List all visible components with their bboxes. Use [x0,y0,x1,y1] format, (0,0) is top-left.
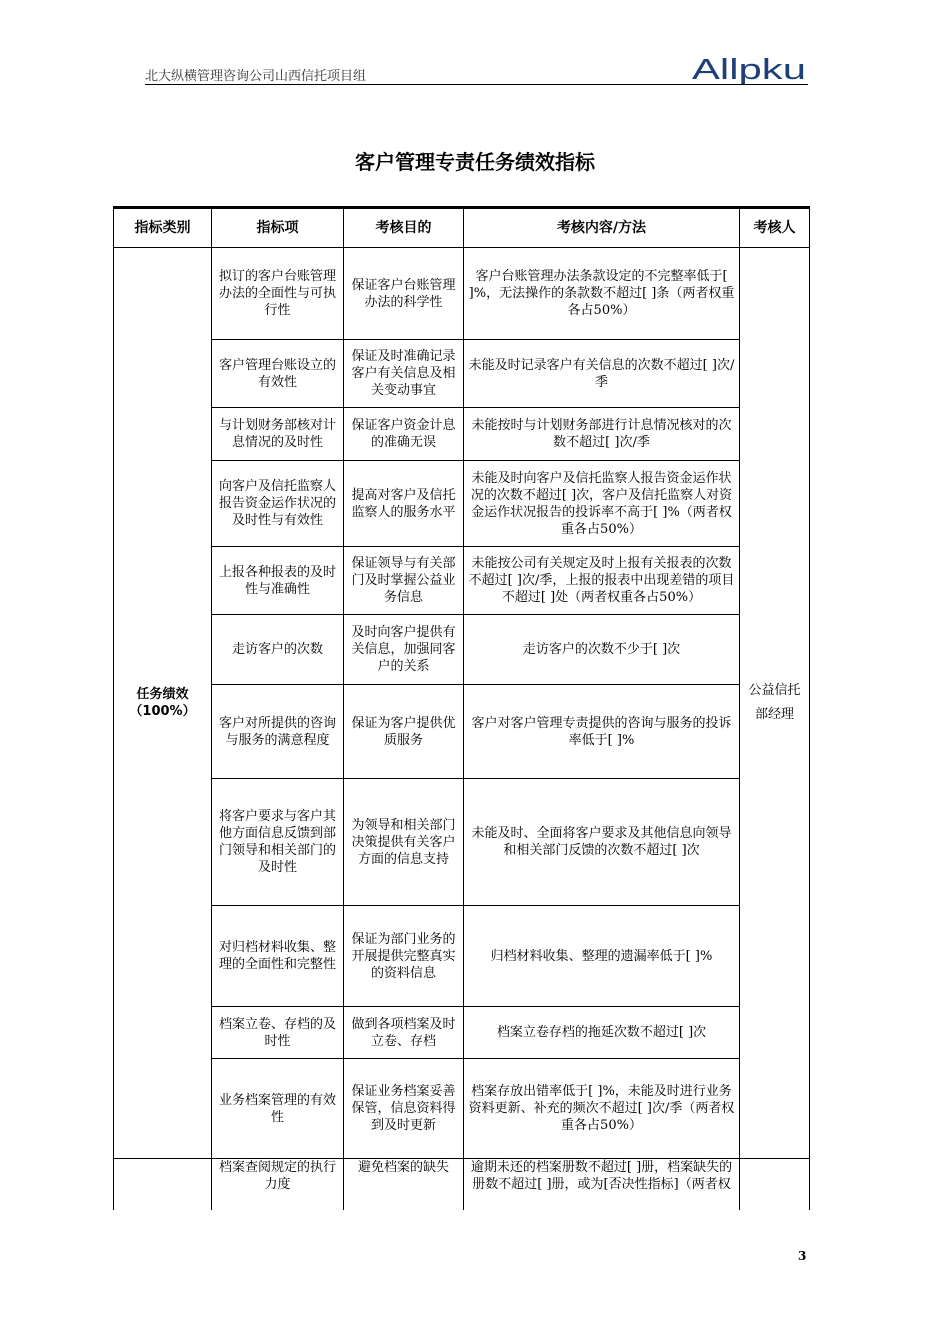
assessment-method: 未能及时记录客户有关信息的次数不超过[ ]次/季 [464,340,740,408]
header-org-text: 北大纵横管理咨询公司山西信托项目组 [145,69,367,84]
indicator-item: 档案查阅规定的执行力度 [212,1159,344,1210]
indicator-item: 走访客户的次数 [212,615,344,685]
assessment-purpose: 及时向客户提供有关信息，加强同客户的关系 [344,615,464,685]
assessment-method: 客户台账管理办法条款设定的不完整率低于[ ]%，无法操作的条款数不超过[ ]条（两者权重各占50%） [464,248,740,340]
table-row [114,340,810,408]
indicator-item: 向客户及信托监察人报告资金运作状况的及时性与有效性 [212,461,344,547]
category-cell [114,248,212,1159]
assessment-method: 未能按时与计划财务部进行计息情况核对的次数不超过[ ]次/季 [464,408,740,461]
assessment-method: 档案立卷存档的拖延次数不超过[ ]次 [464,1007,740,1059]
svg-text:Allpku: Allpku [692,54,806,84]
assessment-purpose: 避免档案的缺失 [344,1159,464,1210]
category-cell-continued [114,1159,212,1210]
assessment-method: 未能及时、全面将客户要求及其他信息向领导和相关部门反馈的次数不超过[ ]次 [464,779,740,906]
table-header-row [114,208,810,248]
assessment-method: 未能按公司有关规定及时上报有关报表的次数不超过[ ]次/季，上报的报表中出现差错的项目不超过[ ]处（两者权重各占50%） [464,547,740,615]
assessment-purpose: 保证客户资金计息的准确无误 [344,408,464,461]
table-row [114,906,810,1007]
assessment-purpose: 保证业务档案妥善保管，信息资料得到及时更新 [344,1059,464,1159]
indicator-item: 对归档材料收集、整理的全面性和完整性 [212,906,344,1007]
indicator-item: 拟订的客户台账管理办法的全面性与可执行性 [212,248,344,340]
table-row [114,779,810,906]
table-row [114,248,810,340]
category-label: 任务绩效 [136,687,189,702]
table-row [114,1007,810,1059]
allpku-logo [690,52,808,84]
assessment-purpose: 保证领导与有关部门及时掌握公益业务信息 [344,547,464,615]
assessment-purpose: 提高对客户及信托监察人的服务水平 [344,461,464,547]
column-header: 考核目的 [344,208,464,248]
column-header: 考核人 [740,208,810,248]
assessor-cell: 公益信托部经理 [740,248,810,1159]
table-row [114,1059,810,1159]
assessor-cell-continued [740,1159,810,1210]
assessment-purpose: 做到各项档案及时立卷、存档 [344,1007,464,1059]
page-number: 3 [798,1249,807,1263]
table-row [114,547,810,615]
column-header: 指标项 [212,208,344,248]
table-row [114,1159,810,1210]
assessment-purpose: 为领导和相关部门决策提供有关客户方面的信息支持 [344,779,464,906]
category-weight: （100%） [129,704,196,719]
assessment-method: 档案存放出错率低于[ ]%，未能及时进行业务资料更新、补充的频次不超过[ ]次/季（两者权重各占50%） [464,1059,740,1159]
indicator-item: 与计划财务部核对计息情况的及时性 [212,408,344,461]
table-row [114,461,810,547]
indicator-item: 客户对所提供的咨询与服务的满意程度 [212,685,344,779]
assessment-purpose: 保证客户台账管理办法的科学性 [344,248,464,340]
assessment-method: 未能及时向客户及信托监察人报告资金运作状况的次数不超过[ ]次，客户及信托监察人对资金运作状况报告的投诉率不高于[ ]%（两者权重各占50%） [464,461,740,547]
page-title: 客户管理专责任务绩效指标 [355,150,595,174]
assessment-purpose: 保证为客户提供优质服务 [344,685,464,779]
table-row [114,615,810,685]
assessment-purpose: 保证及时准确记录客户有关信息及相关变动事宜 [344,340,464,408]
kpi-table [113,206,810,1210]
header-divider [145,84,808,85]
assessment-method: 归档材料收集、整理的遗漏率低于[ ]% [464,906,740,1007]
table-row [114,685,810,779]
column-header: 考核内容/方法 [464,208,740,248]
column-header: 指标类别 [114,208,212,248]
indicator-item: 上报各种报表的及时性与准确性 [212,547,344,615]
indicator-item: 将客户要求与客户其他方面信息反馈到部门领导和相关部门的及时性 [212,779,344,906]
indicator-item: 业务档案管理的有效性 [212,1059,344,1159]
table-row [114,408,810,461]
assessment-method: 逾期未还的档案册数不超过[ ]册，档案缺失的册数不超过[ ]册，或为[否决性指标]（两者权 [464,1159,740,1210]
indicator-item: 客户管理台账设立的有效性 [212,340,344,408]
indicator-item: 档案立卷、存档的及时性 [212,1007,344,1059]
assessment-method: 客户对客户管理专责提供的咨询与服务的投诉率低于[ ]% [464,685,740,779]
assessment-purpose: 保证为部门业务的开展提供完整真实的资料信息 [344,906,464,1007]
assessment-method: 走访客户的次数不少于[ ]次 [464,615,740,685]
